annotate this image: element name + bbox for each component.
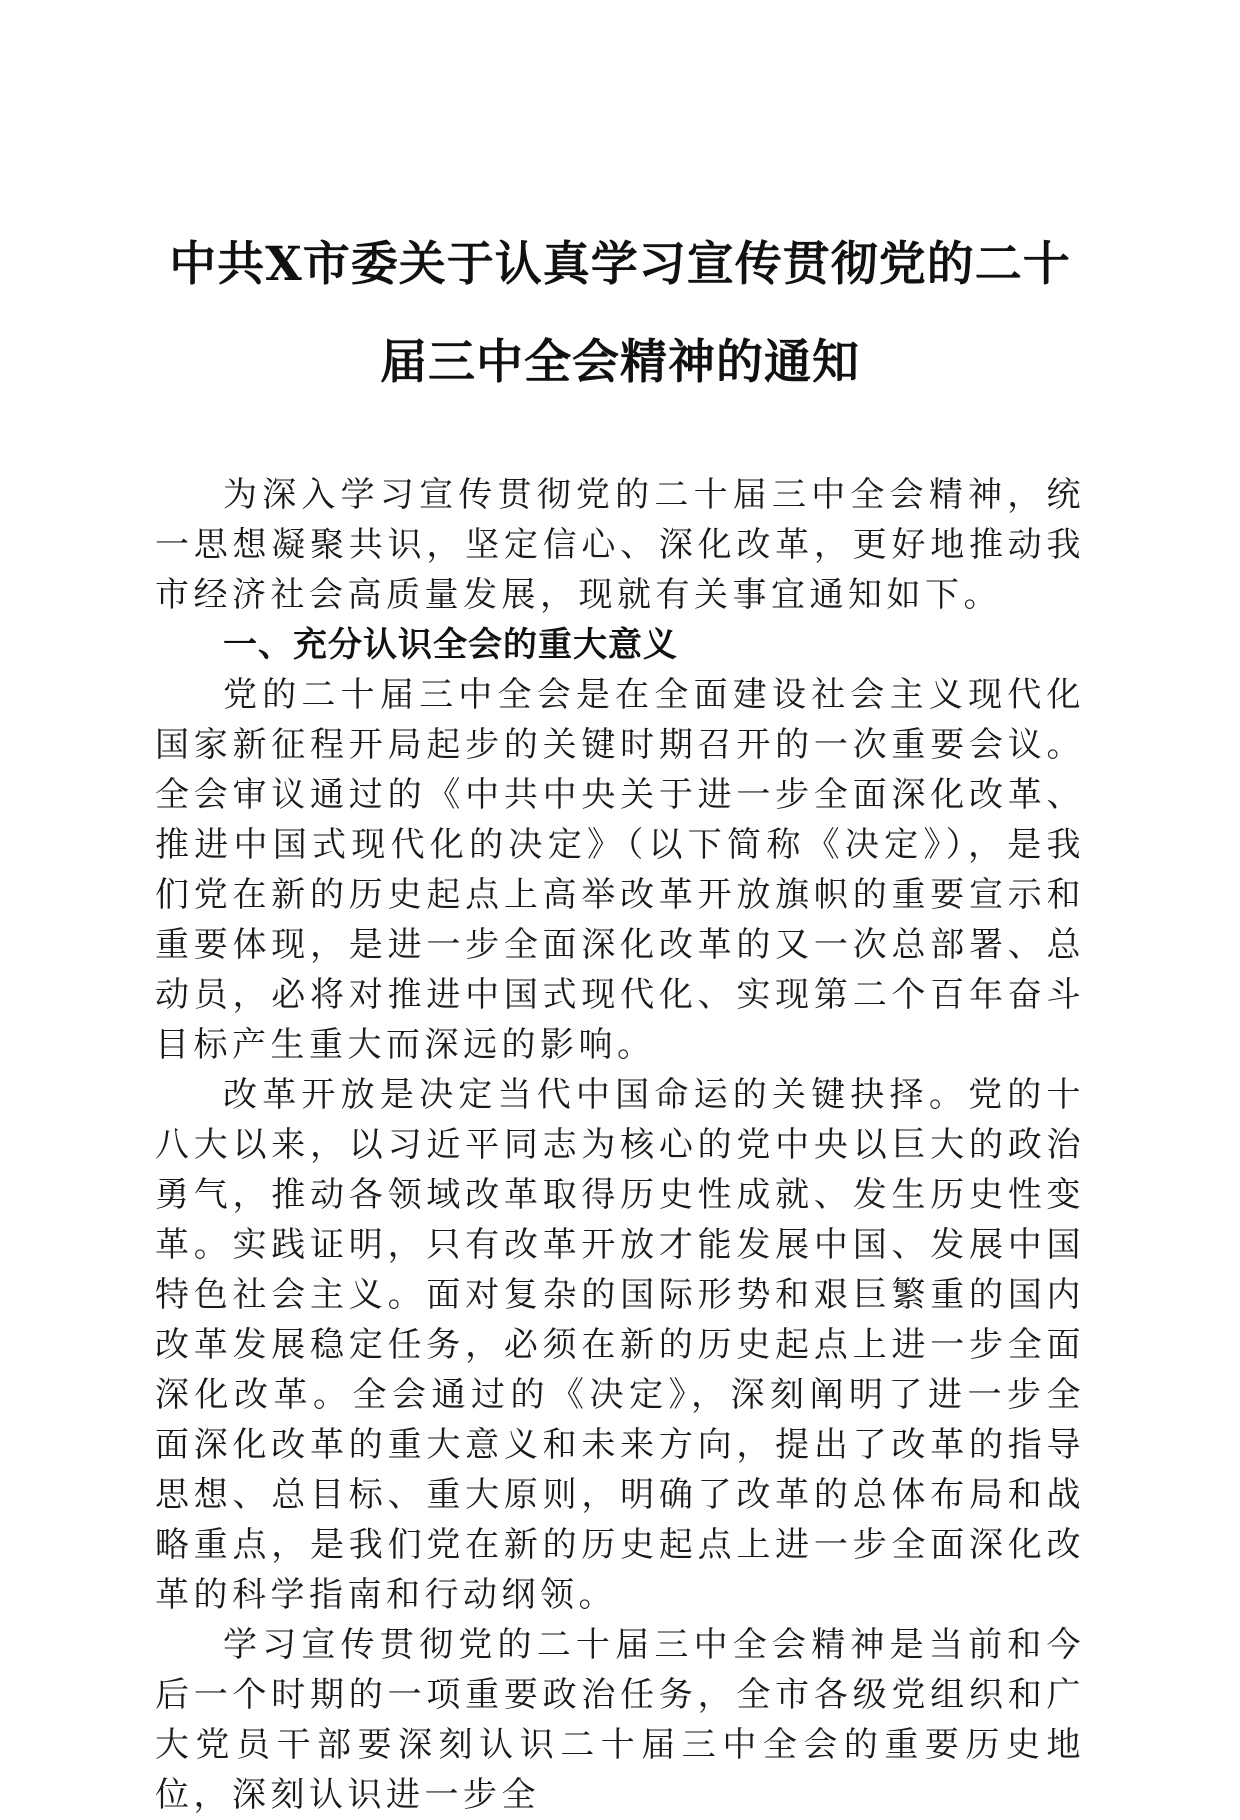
body-paragraph: 党的二十届三中全会是在全面建设社会主义现代化国家新征程开局起步的关键时期召开的一次重要会议。全会审议通过的《中共中央关于进一步全面深化改革、推进中国式现代化的决定》（以下简称《决定》），是我们党在新的历史起点上高举改革开放旗帜的重要宣示和重要体现，是进一步全面深化改革的又一次总部署、总动员，必将对推进中国式现代化、实现第二个百年奋斗目标产生重大而深远的影响。 bbox=[155, 675, 1085, 1065]
document-body bbox=[155, 470, 1085, 1820]
body-paragraph: 改革开放是决定当代中国命运的关键抉择。党的十八大以来，以习近平同志为核心的党中央以巨大的政治勇气，推动各领域改革取得历史性成就、发生历史性变革。实践证明，只有改革开放才能发展中国、发展中国特色社会主义。面对复杂的国际形势和艰巨繁重的国内改革发展稳定任务，必须在新的历史起点上进一步全面深化改革。全会通过的《决定》，深刻阐明了进一步全面深化改革的重大意义和未来方向，提出了改革的指导思想、总目标、重大原则，明确了改革的总体布局和战略重点，是我们党在新的历史起点上进一步全面深化改革的科学指南和行动纲领。 bbox=[155, 1075, 1085, 1615]
section-heading-1: 一、充分认识全会的重大意义 bbox=[223, 625, 678, 665]
intro-paragraph: 为深入学习宣传贯彻党的二十届三中全会精神，统一思想凝聚共识，坚定信心、深化改革，更好地推动我市经济社会高质量发展，现就有关事宜通知如下。 bbox=[155, 475, 1085, 615]
title-line-2: 届三中全会精神的通知 bbox=[380, 335, 860, 390]
title-line-1: 中共X市委关于认真学习宣传贯彻党的二十 bbox=[169, 237, 1071, 292]
document-title bbox=[150, 216, 1090, 412]
body-paragraph: 学习宣传贯彻党的二十届三中全会精神是当前和今后一个时期的一项重要政治任务，全市各级党组织和广大党员干部要深刻认识二十届三中全会的重要历史地位，深刻认识进一步全 bbox=[155, 1625, 1085, 1815]
